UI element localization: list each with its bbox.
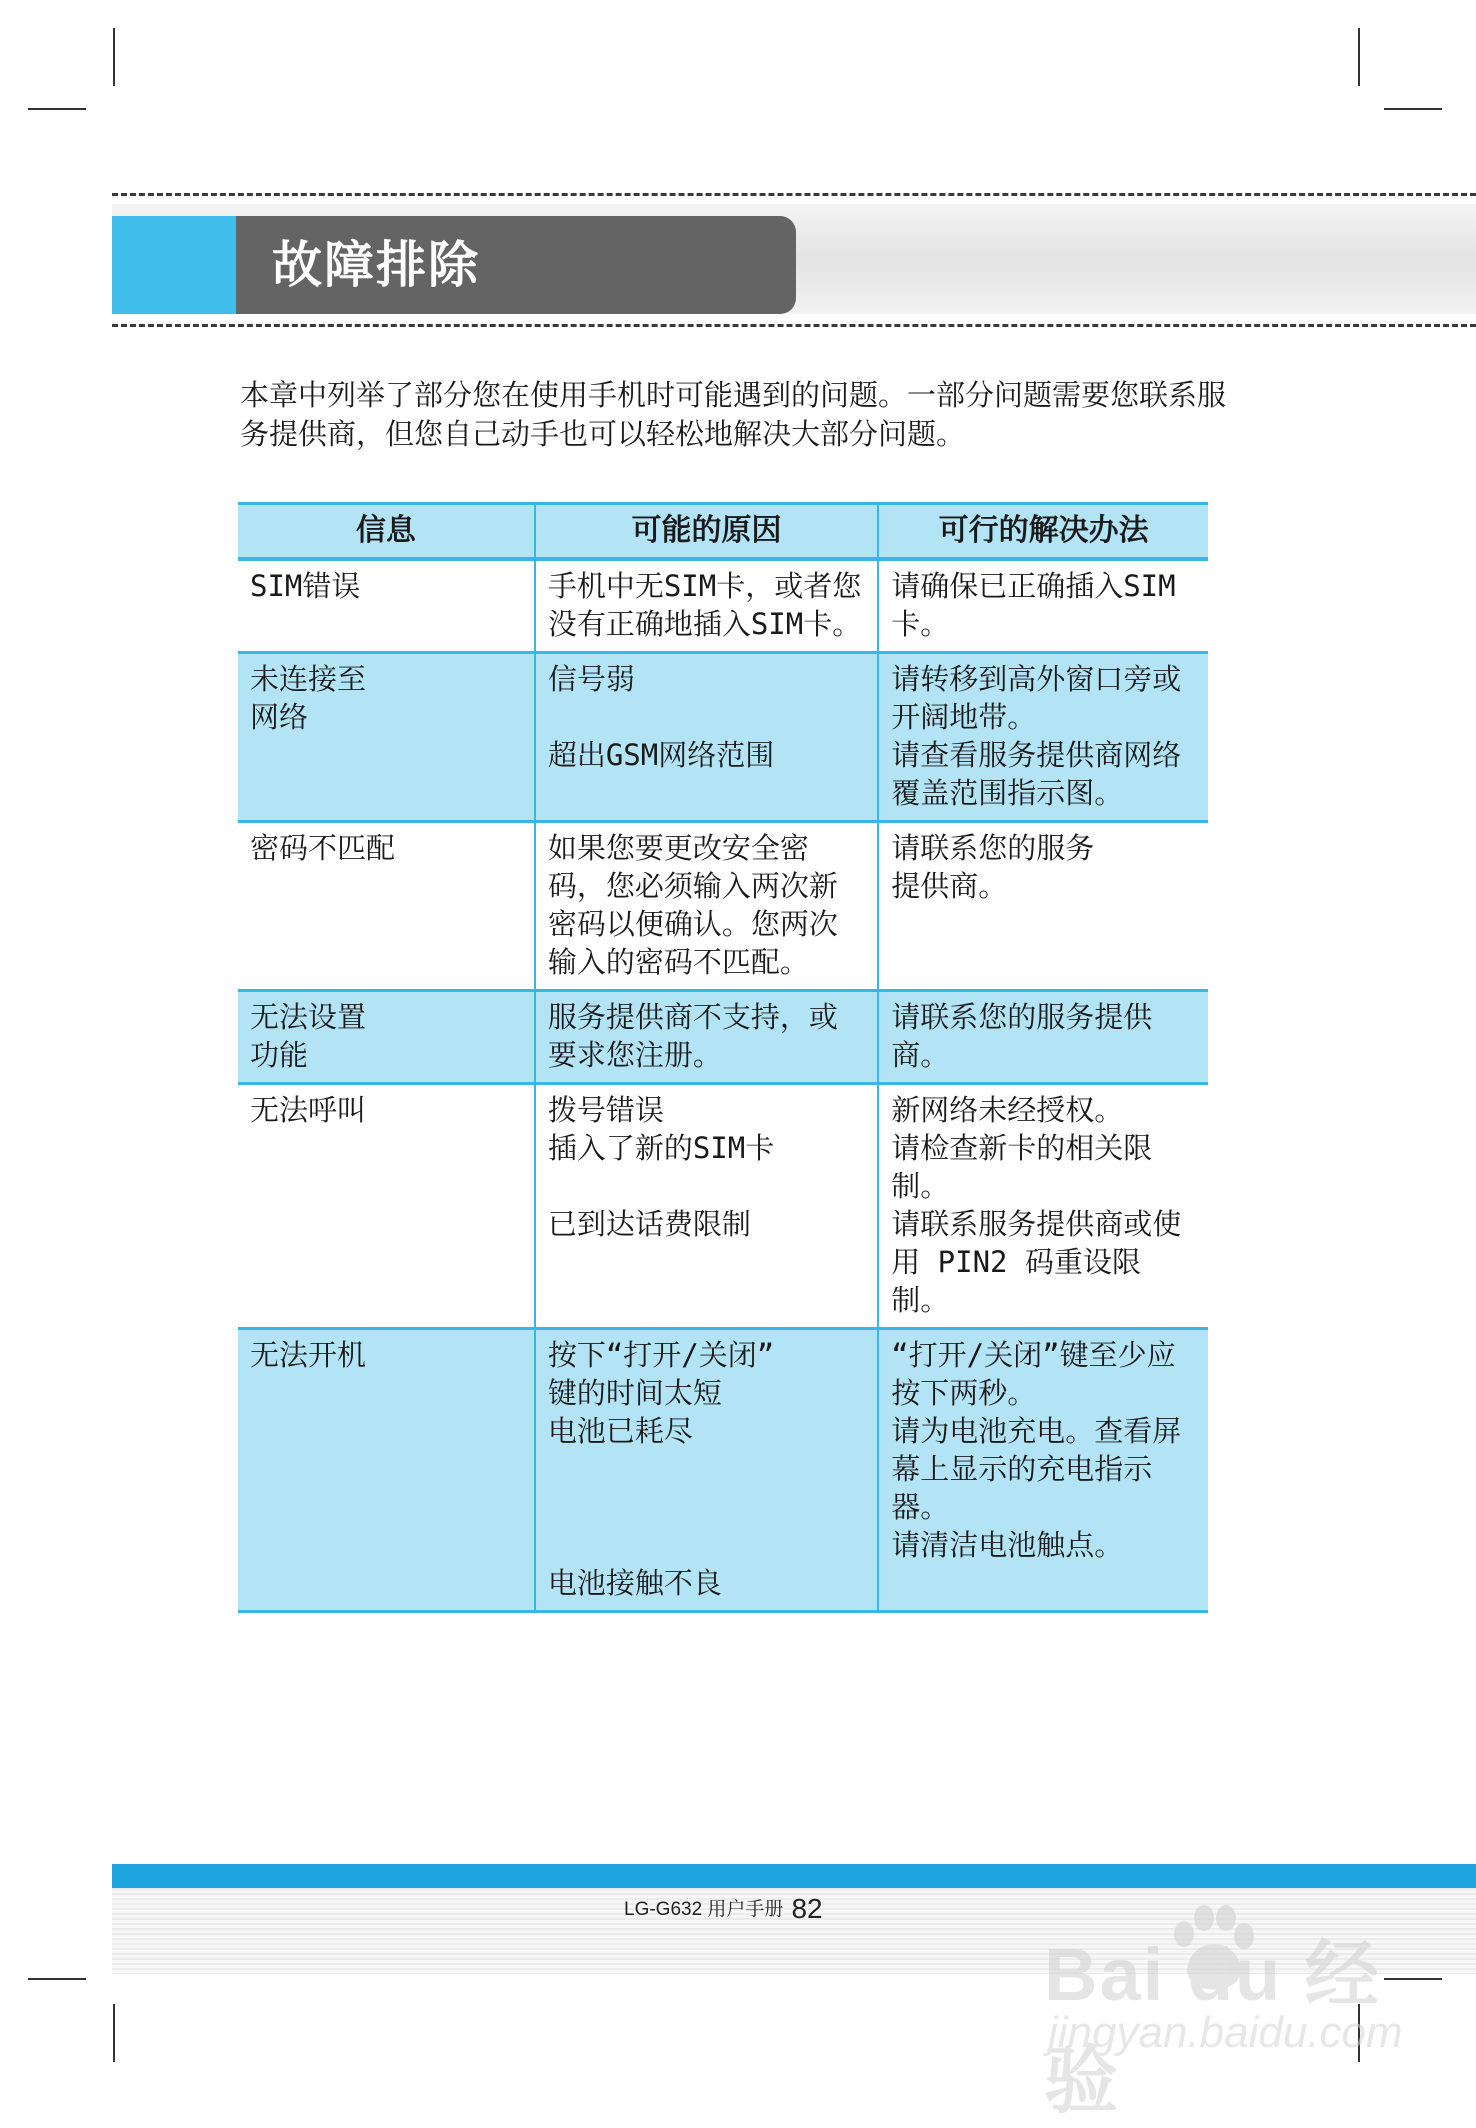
page-title: 故障排除 xyxy=(236,216,796,314)
cell-solution xyxy=(878,991,1208,1084)
top-dashed-rule xyxy=(112,193,1476,196)
cell-line: 超出GSM网络范围 xyxy=(547,738,775,772)
cell-line: 网络 xyxy=(250,700,309,734)
cell-cause xyxy=(535,559,878,653)
cell-solution xyxy=(878,1329,1208,1612)
cell-line: 电池接触不良 xyxy=(547,1566,722,1600)
watermark-url: jingyan.baidu.com xyxy=(1048,2008,1403,2057)
title-banner-accent xyxy=(112,216,242,314)
cell-line: 如果您要更改安全密码，您必须输入两次新密码以便确认。您两次输入的密码不匹配。 xyxy=(547,831,838,979)
table-row xyxy=(238,559,1208,653)
cell-line: 电池已耗尽 xyxy=(547,1414,693,1448)
footer-label xyxy=(624,1893,823,1925)
watermark-brand: Bai du 经验 xyxy=(1044,1933,1381,2122)
table-row xyxy=(238,991,1208,1084)
cell-line: 新网络未经授权。 xyxy=(891,1093,1124,1127)
cell-cause xyxy=(535,1084,878,1329)
cell-line: “打开/关闭”键至少应按下两秒。 xyxy=(891,1338,1176,1410)
cell-message xyxy=(238,822,535,991)
cell-line: 未连接至 xyxy=(250,662,367,696)
cell-solution xyxy=(878,559,1208,653)
cell-message xyxy=(238,1084,535,1329)
cell-cause xyxy=(535,991,878,1084)
table-row xyxy=(238,1329,1208,1612)
cell-solution xyxy=(878,822,1208,991)
cell-line: 请转移到高外窗口旁或开阔地带。 xyxy=(891,662,1182,734)
cell-line: 请确保已正确插入SIM卡。 xyxy=(891,569,1176,641)
cell-line: 服务提供商不支持，或要求您注册。 xyxy=(547,1000,838,1072)
cell-line: 手机中无SIM卡，或者您没有正确地插入SIM卡。 xyxy=(547,569,862,641)
cell-message xyxy=(238,991,535,1084)
cell-line xyxy=(548,1167,865,1205)
cell-line: 按下“打开/关闭” xyxy=(547,1338,775,1372)
cell-line: 请查看服务提供商网络覆盖范围指示图。 xyxy=(891,738,1182,810)
cell-line: 键的时间太短 xyxy=(547,1376,722,1410)
cell-line: 请联系您的服务 xyxy=(891,831,1095,865)
cell-solution xyxy=(878,1084,1208,1329)
cell-line: 无法设置 xyxy=(250,1000,367,1034)
table-header-row xyxy=(238,504,1208,560)
cell-line: 请检查新卡的相关限制。 xyxy=(891,1131,1153,1203)
cell-line: 请联系服务提供商或使用 PIN2 码重设限制。 xyxy=(891,1207,1182,1317)
bottom-dashed-rule xyxy=(112,324,1476,327)
header-cause: 可能的原因 xyxy=(535,504,878,560)
crop-mark xyxy=(113,28,115,86)
cell-line: 拨号错误 xyxy=(547,1093,664,1127)
table-row xyxy=(238,653,1208,822)
cell-line: 信号弱 xyxy=(547,662,635,696)
cell-line: 请联系您的服务提供商。 xyxy=(891,1000,1153,1072)
cell-line: 请为电池充电。查看屏幕上显示的充电指示器。 xyxy=(891,1414,1182,1524)
cell-message xyxy=(238,653,535,822)
cell-message xyxy=(238,1329,535,1612)
cell-line: SIM错误 xyxy=(250,569,361,603)
crop-mark xyxy=(113,2004,115,2062)
cell-line xyxy=(548,1488,865,1526)
cell-line xyxy=(548,698,865,736)
cell-solution xyxy=(878,653,1208,822)
cell-line: 已到达话费限制 xyxy=(547,1207,751,1241)
cell-line xyxy=(548,1450,865,1488)
header-solution: 可行的解决办法 xyxy=(878,504,1208,560)
table-row xyxy=(238,1084,1208,1329)
cell-line: 插入了新的SIM卡 xyxy=(547,1131,775,1165)
cell-line: 无法呼叫 xyxy=(250,1093,367,1127)
crop-mark xyxy=(1384,108,1442,110)
table-row xyxy=(238,822,1208,991)
troubleshooting-table xyxy=(238,502,1208,1613)
cell-line: 提供商。 xyxy=(891,869,1008,903)
baidu-watermark xyxy=(1044,1880,1444,2122)
table-body xyxy=(238,559,1208,1612)
crop-mark xyxy=(28,1978,86,1980)
cell-cause xyxy=(535,653,878,822)
header-message: 信息 xyxy=(238,504,535,560)
crop-mark xyxy=(28,108,86,110)
manual-name: LG-G632 用户手册 xyxy=(624,1899,784,1920)
cell-cause xyxy=(535,822,878,991)
cell-cause xyxy=(535,1329,878,1612)
page-number: 82 xyxy=(791,1893,823,1924)
cell-message xyxy=(238,559,535,653)
cell-line: 请清洁电池触点。 xyxy=(891,1528,1124,1562)
cell-line: 密码不匹配 xyxy=(250,831,396,865)
cell-line: 无法开机 xyxy=(250,1338,367,1372)
crop-mark xyxy=(1358,28,1360,86)
cell-line: 功能 xyxy=(250,1038,309,1072)
cell-line xyxy=(548,1526,865,1564)
intro-paragraph: 本章中列举了部分您在使用手机时可能遇到的问题。一部分问题需要您联系服务提供商，但您自己动手也可以轻松地解决大部分问题。 xyxy=(240,378,1227,451)
